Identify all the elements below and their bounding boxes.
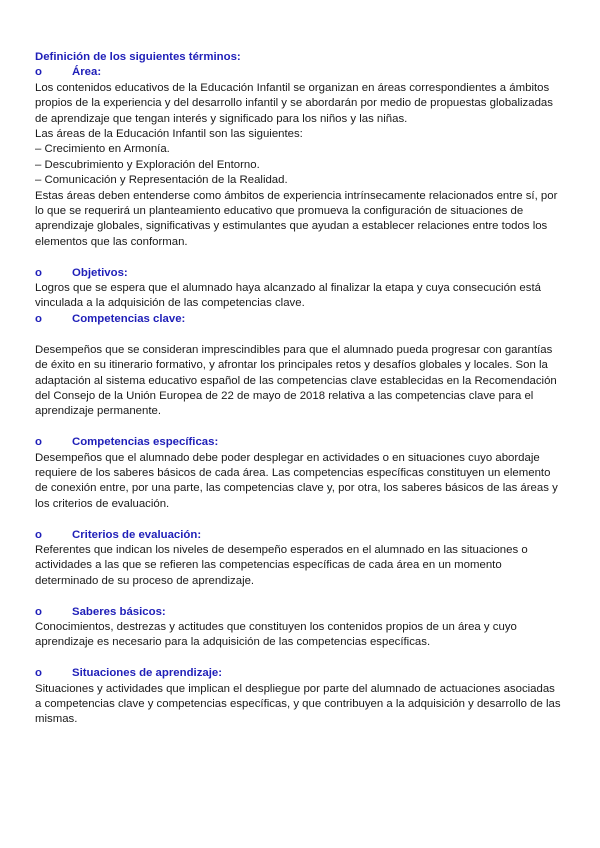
area-paragraph-2: Las áreas de la Educación Infantil son las siguientes: xyxy=(35,128,303,141)
list-item: – Descubrimiento y Exploración del Entorno. xyxy=(35,158,260,171)
heading-text: Competencias clave: xyxy=(72,312,186,325)
section-heading-criterios xyxy=(35,528,563,543)
heading-text: Competencias específicas: xyxy=(72,436,219,449)
competencias-clave-body: Desempeños que se consideran imprescindibles para que el alumnado pueda progresar con garantías de éxito en su itinerario formativo, y afrontar los principales retos y desafíos globales y locales. Son la adaptación al sistema educativo español de las competencias clave establecidas en la Recomendación del Consejo de la Unión Europea de 22 de mayo de 2018 relativa a las competencias clave para el aprendizaje permanente. xyxy=(35,343,557,418)
heading-text: Saberes básicos: xyxy=(72,605,166,618)
bullet-marker: o xyxy=(35,667,42,680)
section-heading-situaciones xyxy=(35,666,563,681)
bullet-marker: o xyxy=(35,66,42,79)
section-heading-objetivos xyxy=(35,266,563,281)
heading-text: Situaciones de aprendizaje: xyxy=(72,667,223,680)
heading-text: Área: xyxy=(72,66,102,79)
saberes-body: Conocimientos, destrezas y actitudes que constituyen los contenidos propios de un área y cuyo aprendizaje es necesario para la adquisición de las competencias específicas. xyxy=(35,620,517,649)
bullet-marker: o xyxy=(35,312,42,325)
document-title: Definición de los siguientes términos: xyxy=(35,51,241,63)
document-page xyxy=(35,50,563,728)
section-heading-competencias-especificas xyxy=(35,435,563,450)
bullet-marker: o xyxy=(35,266,42,279)
section-heading-competencias-clave xyxy=(35,312,563,327)
criterios-body: Referentes que indican los niveles de desempeño esperados en el alumnado en las situaciones o actividades a las que se refieren las competencias específicas de cada área en un momento determinado de su proceso de aprendizaje. xyxy=(35,543,528,587)
list-item: – Crecimiento en Armonía. xyxy=(35,143,170,156)
area-closing-paragraph: Estas áreas deben entenderse como ámbitos de experiencia intrínsecamente relacionados entre sí, por lo que se requerirá un planteamiento educativo que promueva la configuración de situaciones de aprendizaje globales, significativas y estimulantes que ayudan a establecer relaciones entre todos los elementos que las conforman. xyxy=(35,189,558,248)
section-heading-saberes xyxy=(35,605,563,620)
situaciones-body: Situaciones y actividades que implican el despliegue por parte del alumnado de actuaciones asociadas a competencias clave y competencias específicas, y que contribuyen a la adquisición y desarrollo de las mismas. xyxy=(35,682,561,726)
heading-text: Objetivos: xyxy=(72,266,128,279)
area-paragraph-1: Los contenidos educativos de la Educación Infantil se organizan en áreas correspondientes a ámbitos propios de la experiencia y del desarrollo infantil y se abordarán por medio de propuestas globalizadas de aprendizaje que tengan interés y significado para los niños y las niñas. xyxy=(35,81,553,125)
section-heading-area xyxy=(35,65,563,80)
competencias-especificas-body: Desempeños que el alumnado debe poder desplegar en actividades o en situaciones cuyo abordaje requiere de los saberes básicos de cada área. Las competencias específicas constituyen un elemento de conexión entre, por una parte, las competencias clave y, por otra, los saberes básicos de las áreas y los criterios de evaluación. xyxy=(35,451,558,510)
heading-text: Criterios de evaluación: xyxy=(72,528,202,541)
bullet-marker: o xyxy=(35,528,42,541)
bullet-marker: o xyxy=(35,605,42,618)
list-item: – Comunicación y Representación de la Realidad. xyxy=(35,174,288,187)
bullet-marker: o xyxy=(35,436,42,449)
objetivos-body: Logros que se espera que el alumnado haya alcanzado al finalizar la etapa y cuya consecución está vinculada a la adquisición de las competencias clave. xyxy=(35,282,541,310)
